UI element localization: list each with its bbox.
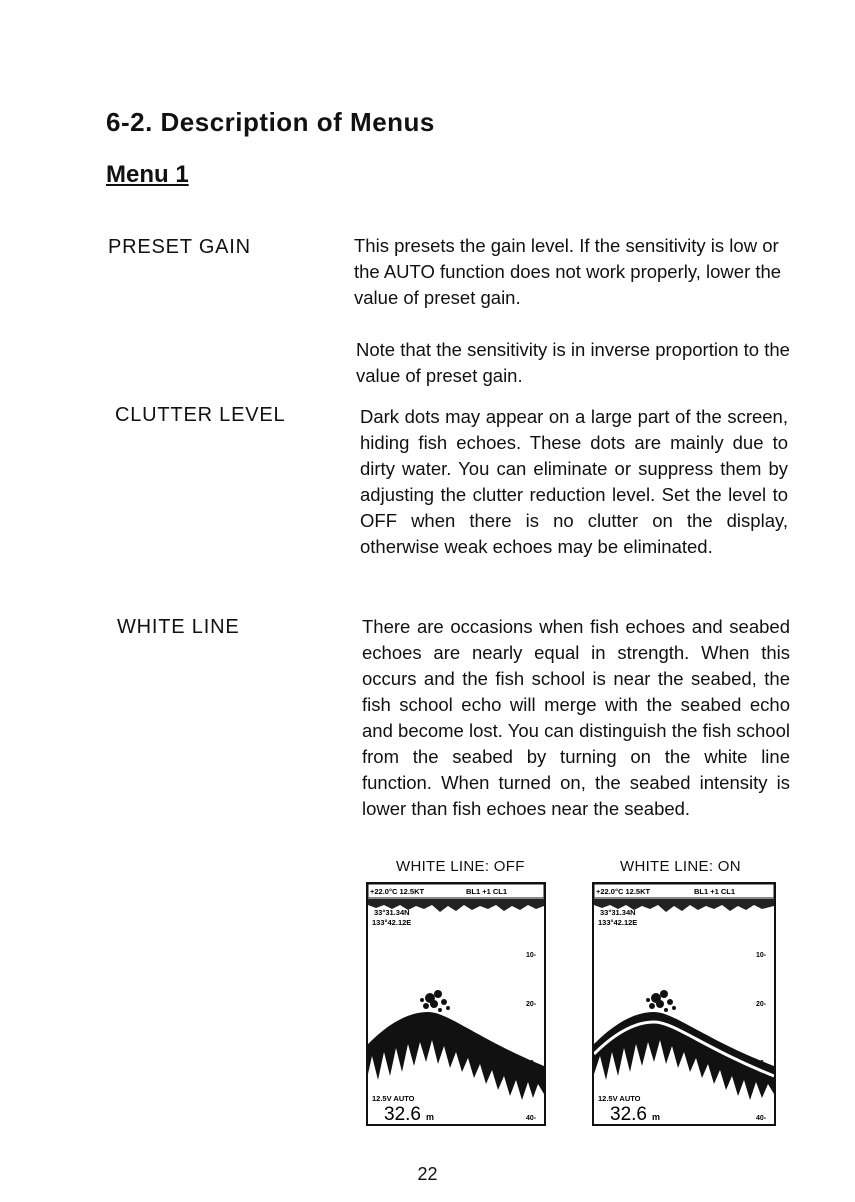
clutter-level-description: Dark dots may appear on a large part of the screen, hiding fish echoes. These dots are mainly due to dirty water. You can eliminate or suppress them by adjusting the clutter reduction level. Set the level to OFF when there is no clutter on the display, otherwise weak echoes may be eliminated.: [360, 406, 788, 557]
depth-scale-20: 20-: [526, 1001, 537, 1008]
voltage-mode: 12.5V AUTO: [598, 1094, 641, 1103]
section-heading: 6-2. Description of Menus: [106, 107, 435, 137]
status-modes: BL1 +1 CL1: [694, 887, 736, 896]
latitude: 33°31.34N: [374, 908, 410, 917]
depth-scale-10: 10-: [756, 952, 767, 959]
longitude: 133°42.12E: [598, 918, 638, 927]
menu-title: Menu 1: [106, 161, 189, 188]
page-number: 22: [417, 1164, 438, 1184]
fish-school-echo: [420, 990, 450, 1012]
term-preset-gain: PRESET GAIN: [108, 236, 251, 258]
seabed-echo: [368, 1012, 544, 1100]
status-temp-speed: +22.0°C 12.5KT: [596, 887, 651, 896]
figure-caption-off: WHITE LINE: OFF: [396, 858, 525, 875]
depth-readout: 32.6: [610, 1104, 647, 1124]
fish-school-echo: [646, 990, 676, 1012]
depth-unit: m: [652, 1112, 661, 1122]
depth-scale-20: 20-: [756, 1001, 767, 1008]
depth-scale-40: 40-: [756, 1115, 767, 1122]
sounder-screen-off: [366, 882, 546, 1126]
sounder-screen-on: [592, 882, 776, 1126]
depth-scale-40: 40-: [526, 1115, 537, 1122]
echogram-off: [368, 884, 544, 1124]
preset-gain-note: Note that the sensitivity is in inverse proportion to the value of preset gain.: [356, 339, 790, 386]
figure-caption-on: WHITE LINE: ON: [620, 858, 741, 875]
term-white-line: WHITE LINE: [117, 616, 240, 638]
status-temp-speed: +22.0°C 12.5KT: [370, 887, 425, 896]
voltage-mode: 12.5V AUTO: [372, 1094, 415, 1103]
echogram-on: [594, 884, 774, 1124]
latitude: 33°31.34N: [600, 908, 636, 917]
term-clutter-level: CLUTTER LEVEL: [115, 404, 286, 426]
status-modes: BL1 +1 CL1: [466, 887, 508, 896]
white-line-description: There are occasions when fish echoes and seabed echoes are nearly equal in strength. When this occurs and the fish school is near the seabed, the fish school echo will merge with the seabed echo and become lost. You can distinguish the fish school from the seabed by turning on the white line function. When turned on, the seabed intensity is lower than fish echoes near the seabed.: [362, 616, 790, 819]
depth-readout: 32.6: [384, 1104, 421, 1124]
seabed-echo: [594, 1012, 774, 1100]
depth-scale-10: 10-: [526, 952, 537, 959]
depth-unit: m: [426, 1112, 435, 1122]
preset-gain-description: This presets the gain level. If the sensitivity is low or the AUTO function does not work properly, lower the value of preset gain.: [354, 235, 782, 308]
longitude: 133°42.12E: [372, 918, 412, 927]
